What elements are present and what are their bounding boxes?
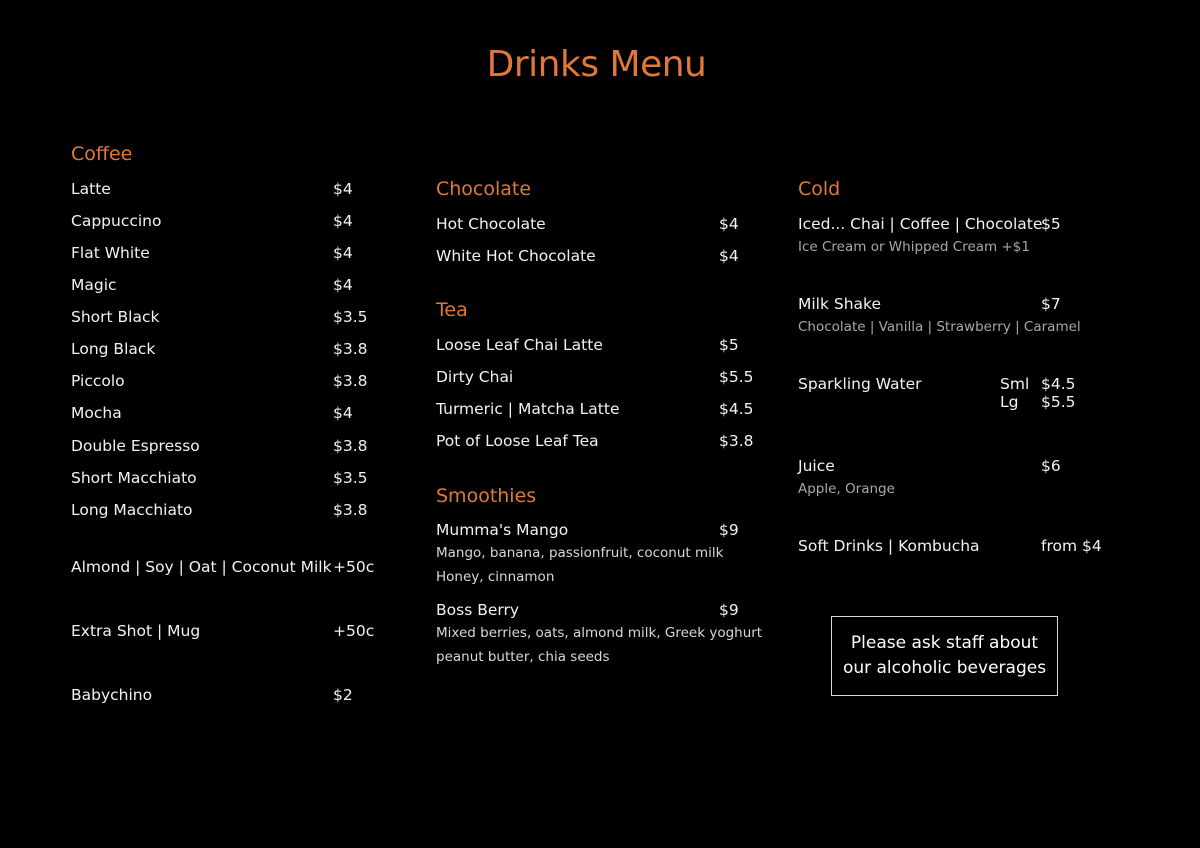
chocolate-item-price: $4 bbox=[719, 215, 739, 233]
alcohol-notice-line: Please ask staff about bbox=[850, 633, 1039, 653]
coffee-item-price: $4 bbox=[333, 276, 353, 294]
chocolate-item-name: White Hot Chocolate bbox=[436, 247, 596, 265]
coffee-heading: Coffee bbox=[71, 143, 133, 165]
tea-item-price: $5.5 bbox=[719, 368, 754, 386]
smoothie-item-description: Mango, banana, passionfruit, coconut milk bbox=[436, 545, 724, 561]
chocolate-item-name: Hot Chocolate bbox=[436, 215, 546, 233]
coffee-item-name: Mocha bbox=[71, 404, 122, 422]
coffee-item-name: Flat White bbox=[71, 244, 150, 262]
coffee-item-price: $4 bbox=[333, 212, 353, 230]
cold-heading: Cold bbox=[798, 178, 841, 200]
iced-drinks-name: Iced... Chai | Coffee | Chocolate bbox=[798, 215, 1043, 233]
smoothies-heading: Smoothies bbox=[436, 485, 537, 507]
coffee-item-name: Long Black bbox=[71, 340, 156, 358]
coffee-item-price: $4 bbox=[333, 404, 353, 422]
coffee-item-price: $3.8 bbox=[333, 372, 368, 390]
tea-item-name: Turmeric | Matcha Latte bbox=[436, 400, 620, 418]
menu-title: Drinks Menu bbox=[486, 44, 707, 85]
iced-drinks-description: Ice Cream or Whipped Cream +$1 bbox=[798, 239, 1030, 255]
coffee-item-price: $3.8 bbox=[333, 501, 368, 519]
tea-item-name: Loose Leaf Chai Latte bbox=[436, 336, 603, 354]
juice-description: Apple, Orange bbox=[798, 481, 895, 497]
smoothie-item-price: $9 bbox=[719, 601, 739, 619]
coffee-extra-price: $2 bbox=[333, 686, 353, 704]
tea-item-name: Dirty Chai bbox=[436, 368, 514, 386]
smoothie-item-description: peanut butter, chia seeds bbox=[436, 649, 610, 665]
coffee-item-name: Long Macchiato bbox=[71, 501, 193, 519]
coffee-extra-price: +50c bbox=[333, 558, 375, 576]
milkshake-price: $7 bbox=[1041, 295, 1061, 313]
alcohol-notice-box bbox=[831, 616, 1058, 696]
coffee-extra-price: +50c bbox=[333, 622, 375, 640]
coffee-item-name: Short Black bbox=[71, 308, 160, 326]
soft-drinks-name: Soft Drinks | Kombucha bbox=[798, 537, 980, 555]
coffee-item-price: $3.8 bbox=[333, 437, 368, 455]
coffee-item-name: Magic bbox=[71, 276, 117, 294]
iced-drinks-price: $5 bbox=[1041, 215, 1061, 233]
juice-name: Juice bbox=[798, 457, 835, 475]
milkshake-name: Milk Shake bbox=[798, 295, 882, 313]
coffee-item-name: Double Espresso bbox=[71, 437, 200, 455]
sparkling-price-small: $4.5 bbox=[1041, 375, 1076, 393]
coffee-item-price: $3.8 bbox=[333, 340, 368, 358]
sparkling-water-name: Sparkling Water bbox=[798, 375, 922, 393]
sparkling-size-small: Sml bbox=[1000, 375, 1030, 393]
smoothie-item-description: Honey, cinnamon bbox=[436, 569, 555, 585]
smoothie-item-name: Mumma's Mango bbox=[436, 521, 569, 539]
soft-drinks-price: from $4 bbox=[1041, 537, 1102, 555]
tea-item-price: $4.5 bbox=[719, 400, 754, 418]
coffee-extra-name: Almond | Soy | Oat | Coconut Milk bbox=[71, 558, 332, 576]
tea-item-price: $3.8 bbox=[719, 432, 754, 450]
coffee-extra-name: Babychino bbox=[71, 686, 153, 704]
sparkling-price-large: $5.5 bbox=[1041, 393, 1076, 411]
tea-heading: Tea bbox=[436, 299, 468, 321]
smoothie-item-name: Boss Berry bbox=[436, 601, 520, 619]
chocolate-item-price: $4 bbox=[719, 247, 739, 265]
coffee-item-price: $4 bbox=[333, 180, 353, 198]
coffee-item-price: $4 bbox=[333, 244, 353, 262]
juice-price: $6 bbox=[1041, 457, 1061, 475]
tea-item-name: Pot of Loose Leaf Tea bbox=[436, 432, 599, 450]
coffee-item-name: Piccolo bbox=[71, 372, 125, 390]
milkshake-description: Chocolate | Vanilla | Strawberry | Caramel bbox=[798, 319, 1081, 335]
coffee-extra-name: Extra Shot | Mug bbox=[71, 622, 201, 640]
coffee-item-name: Cappuccino bbox=[71, 212, 162, 230]
smoothie-item-description: Mixed berries, oats, almond milk, Greek yoghurt bbox=[436, 625, 763, 641]
coffee-item-price: $3.5 bbox=[333, 308, 368, 326]
chocolate-heading: Chocolate bbox=[436, 178, 532, 200]
alcohol-notice-line: our alcoholic beverages bbox=[842, 658, 1047, 678]
tea-item-price: $5 bbox=[719, 336, 739, 354]
coffee-item-name: Short Macchiato bbox=[71, 469, 197, 487]
coffee-item-name: Latte bbox=[71, 180, 111, 198]
coffee-item-price: $3.5 bbox=[333, 469, 368, 487]
smoothie-item-price: $9 bbox=[719, 521, 739, 539]
sparkling-size-large: Lg bbox=[1000, 393, 1019, 411]
